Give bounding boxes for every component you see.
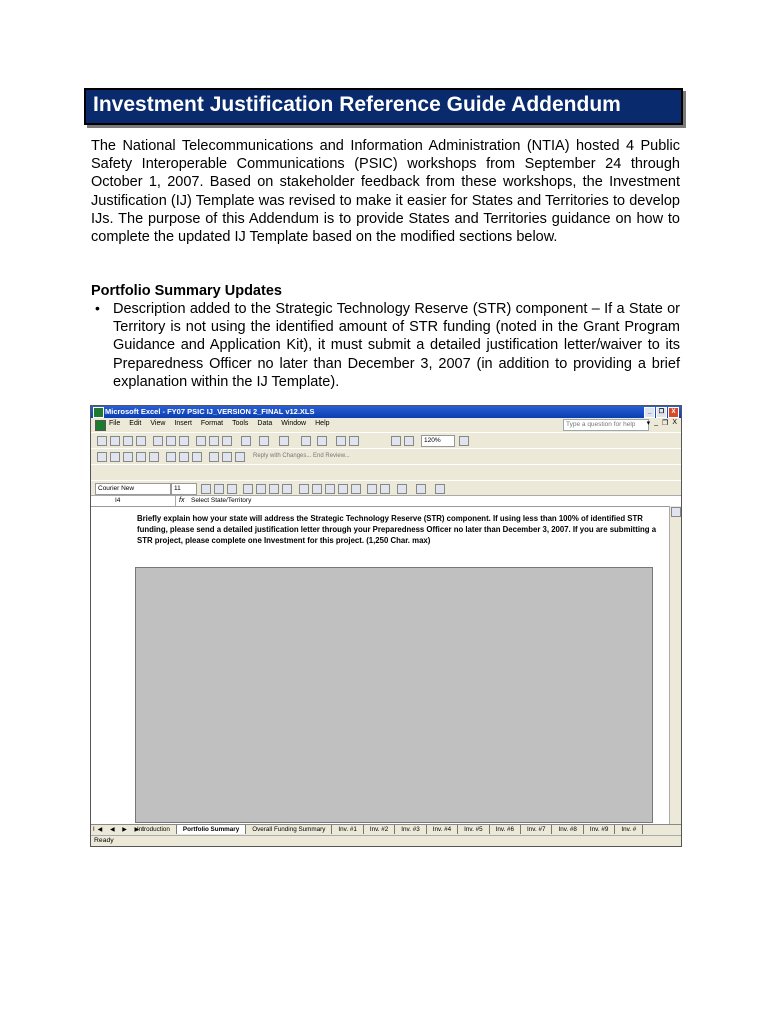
menu-insert[interactable]: Insert [174, 420, 192, 427]
menu-edit[interactable]: Edit [129, 420, 142, 427]
intro-paragraph: The National Telecommunications and Information Administration (NTIA) hosted 4 Public Safety Interoperable Communications (PSIC) workshops from September 24 through October 1, 2007. Based on stakeholder feedback from these workshops, the Investment Justification (IJ) Template was revised to make it easier for States and Territories to develop IJs. The purpose of this Addendum is to provide States and Territories guidance on how to complete the updated IJ Template based on the modified sections below. [91, 138, 680, 246]
paste-icon[interactable] [222, 436, 232, 446]
empty-toolbar-row [91, 464, 681, 481]
tab-inv-8[interactable]: Inv. #8 [552, 825, 583, 834]
italic-icon[interactable] [214, 484, 224, 494]
undo-icon[interactable] [259, 436, 269, 446]
permission-icon[interactable] [136, 436, 146, 446]
align-center-icon[interactable] [256, 484, 266, 494]
tab-inv-3[interactable]: Inv. #3 [395, 825, 426, 834]
align-right-icon[interactable] [269, 484, 279, 494]
workbook-icon [95, 420, 106, 431]
status-text: Ready [94, 837, 114, 844]
hyperlink-icon[interactable] [301, 436, 311, 446]
format-painter-icon[interactable] [241, 436, 251, 446]
tab-inv-7[interactable]: Inv. #7 [521, 825, 552, 834]
excel-screenshot [90, 405, 682, 847]
standard-toolbar [91, 432, 681, 448]
review-icon-3[interactable] [123, 452, 133, 462]
minimize-button[interactable]: _ [644, 407, 655, 418]
formatting-toolbar [91, 480, 681, 495]
menu-file[interactable]: File [109, 420, 121, 427]
merge-center-icon[interactable] [282, 484, 292, 494]
review-icon-7[interactable] [179, 452, 189, 462]
close-button[interactable]: X [668, 407, 679, 418]
tab-inv-2[interactable]: Inv. #2 [364, 825, 395, 834]
review-icon-10[interactable] [222, 452, 232, 462]
chart-wizard-icon[interactable] [391, 436, 401, 446]
str-instruction-text: Briefly explain how your state will address the Strategic Technology Reserve (STR) component. If using less than 100% of identified STR funding, please send a detailed justification letter through your Preparedness Officer no later than December 3, 2007. If you are submitting a STR project, please complete one Investment for this project. (1,250 Char. max) [137, 514, 657, 545]
reviewing-toolbar [91, 448, 681, 464]
sheet-tab-bar [91, 824, 681, 835]
restore-button[interactable]: ❐ [656, 407, 667, 418]
print-preview-icon[interactable] [166, 436, 176, 446]
tab-introduction[interactable]: Introduction [131, 825, 177, 834]
new-icon[interactable] [97, 436, 107, 446]
excel-titlebar [91, 406, 681, 418]
help-search-input[interactable]: Type a question for help [563, 419, 649, 431]
font-size-select[interactable]: 11 [171, 483, 197, 495]
status-bar [91, 835, 681, 847]
menu-format[interactable]: Format [200, 420, 224, 427]
excel-icon [93, 407, 104, 418]
review-icon-11[interactable] [235, 452, 245, 462]
review-icon-4[interactable] [136, 452, 146, 462]
tab-inv-9[interactable]: Inv. #9 [584, 825, 615, 834]
tab-inv-more[interactable]: Inv. # [615, 825, 643, 834]
menu-bar [91, 418, 681, 431]
menu-data[interactable]: Data [257, 420, 273, 427]
workbook-restore-button[interactable]: ❐ [662, 420, 669, 427]
review-icon-5[interactable] [149, 452, 159, 462]
comma-icon[interactable] [325, 484, 335, 494]
help-dropdown-icon[interactable]: ▾ [646, 420, 651, 427]
tab-portfolio-summary[interactable]: Portfolio Summary [177, 825, 246, 834]
zoom-select[interactable]: 120% [421, 435, 455, 447]
copy-icon[interactable] [209, 436, 219, 446]
underline-icon[interactable] [227, 484, 237, 494]
tab-overall-funding-summary[interactable]: Overall Funding Summary [246, 825, 332, 834]
section-heading: Portfolio Summary Updates [91, 283, 282, 299]
bullet-text: Description added to the Strategic Technology Reserve (STR) component – If a State or Territory is not using the identified amount of STR funding (noted in the Grant Program Guidance and Application Kit), it must submit a detailed justification letter/waiver to its Preparedness Officer no later than December 3, 2007 (in addition to providing a brief explanation within the IJ Template). [113, 301, 680, 390]
menu-tools[interactable]: Tools [232, 420, 249, 427]
page-title: Investment Justification Reference Guide Addendum [93, 93, 621, 116]
scroll-up-icon[interactable] [671, 507, 681, 517]
worksheet-area[interactable] [91, 506, 669, 825]
fill-color-icon[interactable] [416, 484, 426, 494]
excel-window-title: Microsoft Excel - FY07 PSIC IJ_VERSION 2_FINAL v12.XLS [105, 407, 315, 416]
menu-window[interactable]: Window [281, 420, 307, 427]
save-icon[interactable] [123, 436, 133, 446]
menu-help[interactable]: Help [315, 420, 330, 427]
review-icon-2[interactable] [110, 452, 120, 462]
review-icon-8[interactable] [192, 452, 202, 462]
bold-icon[interactable] [201, 484, 211, 494]
sort-ascending-icon[interactable] [336, 436, 346, 446]
tab-inv-4[interactable]: Inv. #4 [427, 825, 458, 834]
autosum-icon[interactable] [317, 436, 327, 446]
tab-navigation-arrows[interactable]: I◀ ◀ ▶ ▶I [93, 827, 147, 833]
tab-inv-6[interactable]: Inv. #6 [490, 825, 521, 834]
vertical-scrollbar[interactable] [669, 506, 682, 824]
tab-inv-1[interactable]: Inv. #1 [332, 825, 363, 834]
review-icon-9[interactable] [209, 452, 219, 462]
review-icon-6[interactable] [166, 452, 176, 462]
increase-indent-icon[interactable] [380, 484, 390, 494]
bullet-marker: • [95, 300, 100, 316]
open-icon[interactable] [110, 436, 120, 446]
increase-decimal-icon[interactable] [338, 484, 348, 494]
name-box[interactable]: I4 [93, 496, 176, 506]
spelling-icon[interactable] [179, 436, 189, 446]
currency-icon[interactable] [299, 484, 309, 494]
align-left-icon[interactable] [243, 484, 253, 494]
menu-view[interactable]: View [150, 420, 166, 427]
percent-icon[interactable] [312, 484, 322, 494]
decrease-indent-icon[interactable] [367, 484, 377, 494]
reply-with-changes-link[interactable]: Reply with Changes... End Review... [253, 453, 350, 459]
borders-icon[interactable] [397, 484, 407, 494]
decrease-decimal-icon[interactable] [351, 484, 361, 494]
help-icon[interactable] [459, 436, 469, 446]
workbook-close-button[interactable]: X [672, 419, 677, 426]
str-response-cell[interactable] [135, 567, 653, 823]
font-name-select[interactable]: Courier New [95, 483, 171, 495]
tab-inv-5[interactable]: Inv. #5 [458, 825, 489, 834]
workbook-minimize-button[interactable]: _ [654, 419, 659, 426]
title-banner [84, 88, 683, 125]
redo-icon[interactable] [279, 436, 289, 446]
print-icon[interactable] [153, 436, 163, 446]
formula-input[interactable]: Select State/Territory [191, 497, 252, 504]
function-icon[interactable]: fx [179, 497, 185, 504]
cut-icon[interactable] [196, 436, 206, 446]
sort-descending-icon[interactable] [349, 436, 359, 446]
font-color-icon[interactable] [435, 484, 445, 494]
review-icon-1[interactable] [97, 452, 107, 462]
drawing-icon[interactable] [404, 436, 414, 446]
